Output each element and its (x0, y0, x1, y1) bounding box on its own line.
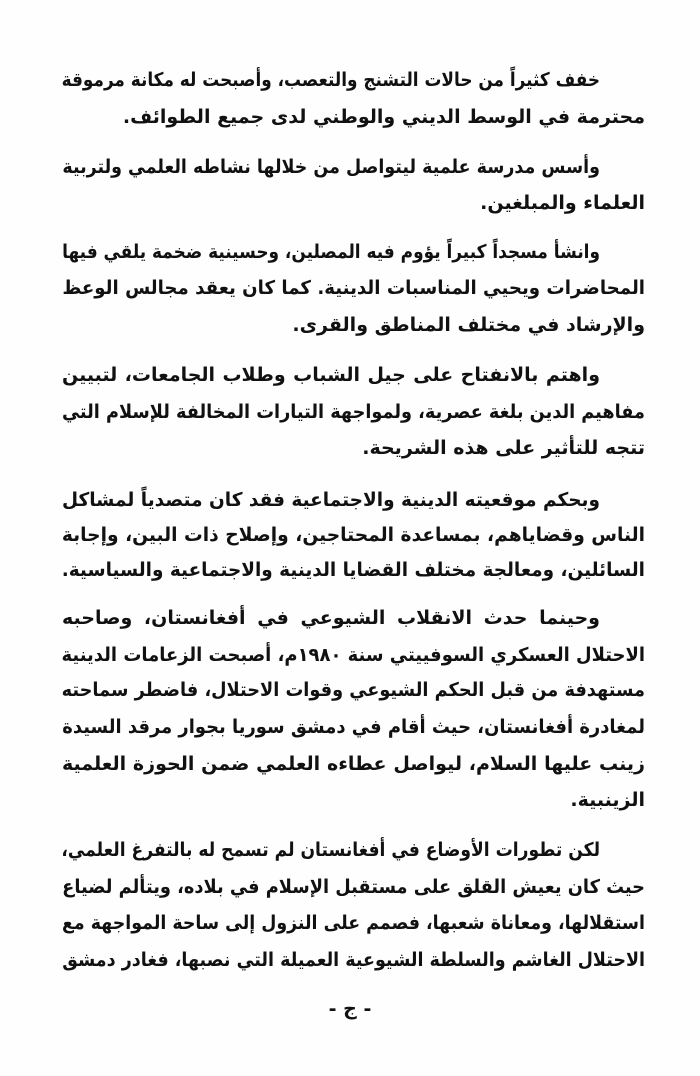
paragraph-4-line: مفاهيم الدين بلغة عصرية، ولمواجهة التيارات المخالفة للإسلام التي (62, 401, 646, 423)
paragraph-3-line: والإرشاد في مختلف المناطق والقرى. (292, 314, 645, 336)
paragraph-4-line: تتجه للتأثير على هذه الشريحة. (362, 437, 645, 459)
paragraph-7-line: حيث كان يعيش القلق على مستقبل الإسلام في بلاده، ويتألم لضياع (62, 876, 646, 898)
paragraph-5-line: الناس وقضاياهم، بمساعدة المحتاجين، وإصلاح ذات البين، وإجابة (61, 524, 645, 546)
paragraph-2-line: وأسس مدرسة علمية ليتواصل من خلالها نشاطه العلمي ولتربية (62, 156, 601, 178)
paragraph-4-line: واهتم بالانفتاح على جيل الشباب وطلاب الجامعات، لتبيين (62, 364, 600, 386)
paragraph-7-line: الاحتلال الغاشم والسلطة الشيوعية العميلة التي نصبها، فغادر دمشق (62, 949, 646, 971)
paragraph-7-line: لكن تطورات الأوضاع في أفغانستان لم تسمح له بالتفرغ العلمي، (61, 839, 601, 861)
paragraph-1-line: خفف كثيراً من حالات التشنج والتعصب، وأصبحت له مكانة مرموقة (61, 69, 600, 91)
paragraph-7-line: استقلالها، ومعاناة شعبها، فصمم على النزول إلى ساحة المواجهة مع (62, 912, 646, 934)
paragraph-5-line: السائلين، ومعالجة مختلف القضايا الدينية والاجتماعية والسياسية. (61, 559, 646, 581)
paragraph-6-line: زينب عليها السلام، ليواصل عطاءه العلمي ضمن الحوزة العلمية (62, 753, 645, 775)
paragraph-6-line: الزينبية. (570, 789, 645, 811)
page-number: - ج - (328, 998, 372, 1020)
paragraph-6-line: وحينما حدث الانقلاب الشيوعي في أفغانستان، وصاحبه (62, 607, 600, 629)
paragraph-3-line: المحاضرات ويحيي المناسبات الدينية. كما كان يعقد مجالس الوعظ (62, 277, 646, 299)
paragraph-3-line: وانشأ مسجداً كبيراً يؤوم فيه المصلين، وحسينية ضخمة يلقي فيها (62, 241, 600, 263)
paragraph-6-line: لمغادرة أفغانستان، حيث أقام في دمشق سوريا بجوار مرقد السيدة (62, 716, 646, 738)
paragraph-2-line: العلماء والمبلغين. (480, 192, 645, 214)
paragraph-6-line: مستهدفة من قبل الحكم الشيوعي وقوات الاحتلال، فاضطر سماحته (61, 679, 645, 701)
paragraph-1-line: محترمة في الوسط الديني والوطني لدى جميع الطوائف. (122, 106, 645, 128)
paragraph-5-line: وبحكم موقعيته الدينية والاجتماعية فقد كان متصدياً لمشاكل (61, 489, 600, 511)
paragraph-6-line: الاحتلال العسكري السوفييتي سنة ١٩٨٠م، أصبحت الزعامات الدينية (61, 644, 645, 666)
